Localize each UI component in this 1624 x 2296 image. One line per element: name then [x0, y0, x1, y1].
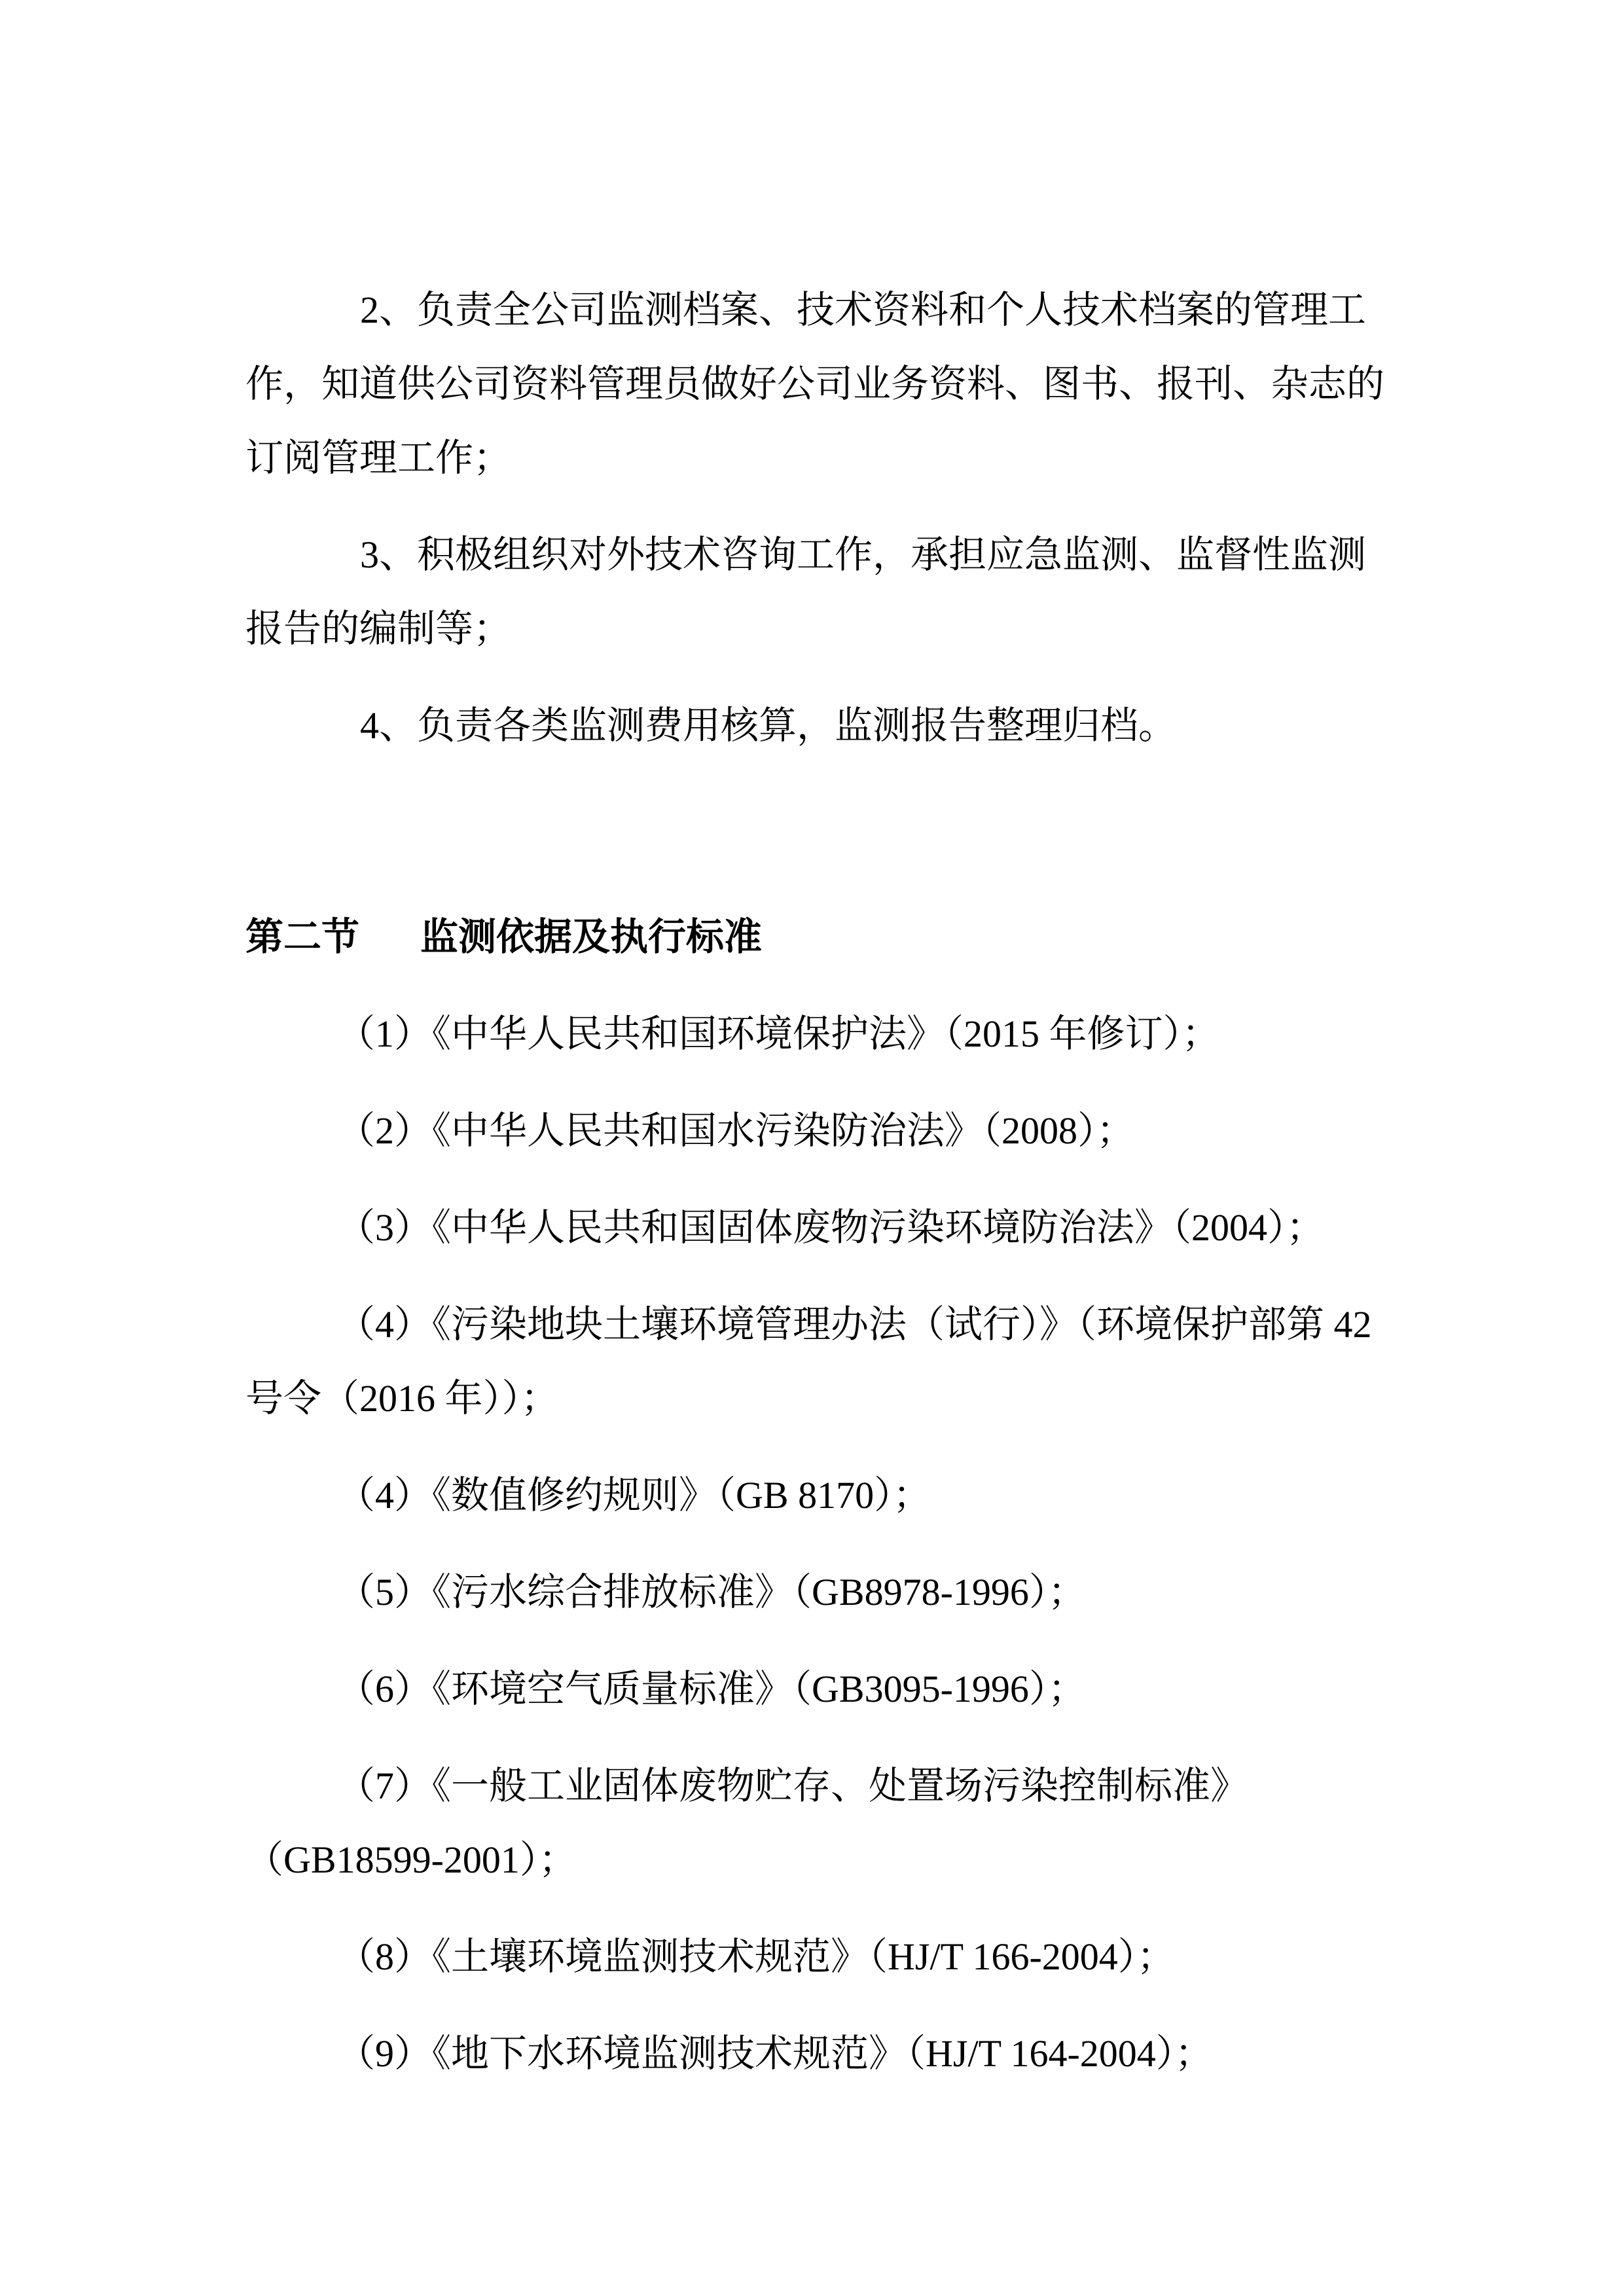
section-title: 监测依据及执行标准 [420, 916, 763, 958]
paragraph-duty-3 [245, 518, 1379, 666]
page-content [245, 273, 1385, 2113]
text-line: 号令（2016 年））； [245, 1377, 559, 1420]
text-line: （3）《中华人民共和国固体废物污染环境防治法》（2004）； [337, 1206, 1325, 1249]
paragraph-duty-2 [245, 273, 1385, 495]
standard-item-3 [245, 1191, 1379, 1265]
section-heading [245, 900, 1379, 974]
standard-item-5 [245, 1555, 1379, 1629]
text-line: （4）《数值修约规则》（GB 8170）； [337, 1474, 931, 1516]
text-line: （6）《环境空气质量标准》（GB3095-1996）； [337, 1668, 1086, 1710]
text-line: 作，知道供公司资料管理员做好公司业务资料、图书、报刊、杂志的 [245, 363, 1385, 405]
text-line: （2）《中华人民共和国水污染防治法》（2008）； [337, 1109, 1135, 1152]
text-line: （GB18599-2001）； [245, 1839, 577, 1881]
text-line: 2、负责全公司监测档案、技术资料和个人技术档案的管理工 [360, 289, 1367, 331]
standard-item-6 [245, 1652, 1379, 1726]
standard-item-7 [245, 1749, 1379, 1897]
standard-item-2 [245, 1094, 1379, 1168]
paragraph-duty-4 [245, 689, 1379, 762]
standard-item-8 [245, 1920, 1379, 1994]
section-number: 第二节 [245, 916, 360, 958]
text-line: （8）《土壤环境监测技术规范》（HJ/T 166-2004）； [337, 1935, 1175, 1978]
text-line: （5）《污水综合排放标准》（GB8978-1996）； [337, 1571, 1086, 1613]
text-line: 订阅管理工作； [245, 437, 512, 479]
text-line: （9）《地下水环境监测技术规范》（HJ/T 164-2004）； [337, 2032, 1213, 2075]
standard-item-4b [245, 1458, 1379, 1532]
text-line: 报告的编制等； [245, 607, 512, 650]
text-line: （1）《中华人民共和国环境保护法》（2015 年修订）； [337, 1013, 1220, 1055]
standard-item-9 [245, 2017, 1379, 2090]
text-line: （4）《污染地块土壤环境管理办法（试行）》（环境保护部第 42 [337, 1303, 1372, 1346]
text-line: 3、积极组织对外技术咨询工作，承担应急监测、监督性监测 [360, 533, 1367, 576]
standard-item-4 [245, 1287, 1379, 1435]
text-line: （7）《一般工业固体废物贮存、处置场污染控制标准》 [337, 1765, 1249, 1807]
standard-item-1 [245, 997, 1379, 1071]
text-line: 4、负责各类监测费用核算，监测报告整理归档。 [360, 704, 1177, 747]
